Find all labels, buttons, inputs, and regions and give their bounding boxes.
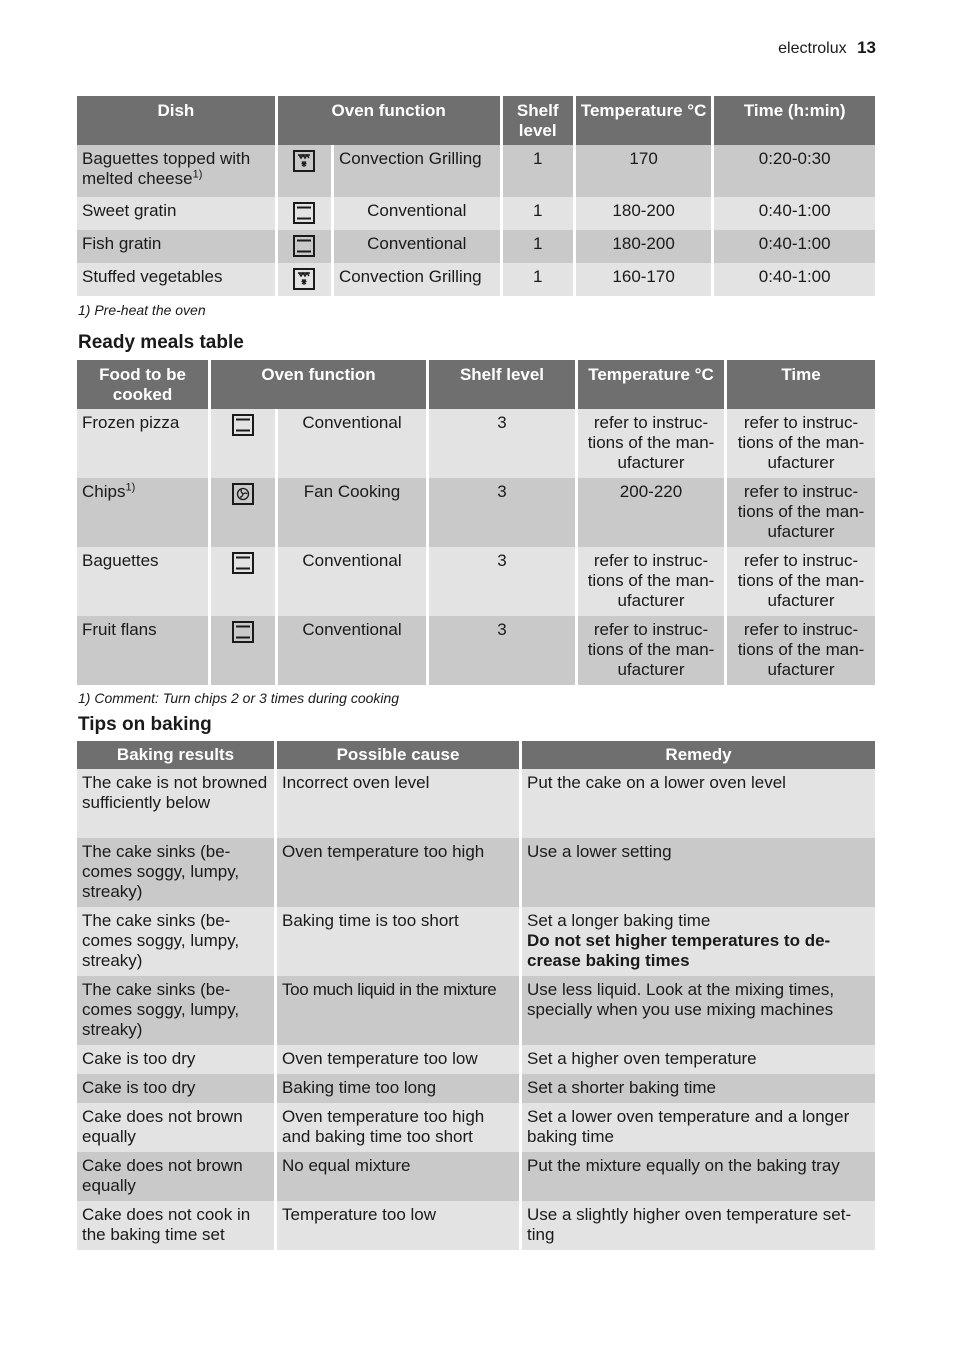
temperature-cell: refer to instruc-tions of the man-ufacturer: [578, 409, 724, 478]
time-cell: refer to instruc-tions of the man-ufacturer: [727, 547, 875, 616]
cause-cell: Too much liquid in the mixture: [277, 976, 519, 1045]
shelf-cell: 3: [429, 478, 575, 547]
food-cell: Frozen pizza: [77, 409, 208, 478]
page-number: 13: [857, 38, 876, 57]
function-cell: Conventional: [334, 230, 500, 263]
shelf-cell: 3: [429, 616, 575, 685]
dish-cell: Fish gratin: [77, 230, 275, 263]
result-cell: Cake is too dry: [77, 1074, 274, 1103]
remedy-warning: Do not set higher temperatures to de-crease baking times: [527, 931, 831, 970]
cause-cell: Oven temperature too high and baking time too short: [277, 1103, 519, 1152]
function-cell: Fan Cooking: [278, 478, 426, 547]
header-food: Food to be cooked: [77, 360, 208, 409]
dishes-table: [74, 96, 878, 296]
function-cell: Conventional: [278, 409, 426, 478]
table-row: [77, 616, 875, 685]
table-row: [77, 409, 875, 478]
baking-tips-table: [74, 741, 878, 1250]
header-oven-function: Oven function: [278, 96, 500, 145]
remedy-cell: Set a higher oven temperature: [522, 1045, 875, 1074]
section-title-ready-meals: Ready meals table: [78, 332, 244, 353]
table-row: [77, 263, 875, 296]
temperature-cell: 200-220: [578, 478, 724, 547]
temperature-cell: refer to instruc-tions of the man-ufacturer: [578, 547, 724, 616]
dish-cell: Sweet gratin: [77, 197, 275, 230]
brand-name: electrolux: [778, 40, 847, 57]
shelf-cell: 1: [503, 145, 573, 197]
cause-cell: Temperature too low: [277, 1201, 519, 1250]
temperature-cell: 160-170: [576, 263, 712, 296]
table-row: [77, 976, 875, 1045]
table-row: [77, 1152, 875, 1201]
remedy-cell: Set a lower oven temperature and a longer baking time: [522, 1103, 875, 1152]
cause-cell: Oven temperature too low: [277, 1045, 519, 1074]
ready-meals-table: [74, 360, 878, 685]
cause-cell: Baking time is too short: [277, 907, 519, 976]
cause-cell: Incorrect oven level: [277, 769, 519, 838]
shelf-cell: 1: [503, 230, 573, 263]
temperature-cell: 180-200: [576, 230, 712, 263]
header-shelf-level: Shelf level: [503, 96, 573, 145]
remedy-cell: Put the cake on a lower oven level: [522, 769, 875, 838]
conventional-icon: [211, 409, 275, 478]
food-cell: Chips$^{1)}$: [77, 478, 208, 547]
header-temperature: Temperature °C: [576, 96, 712, 145]
remedy-cell: Set a longer baking time Do not set higher temperatures to de-crease baking times: [522, 907, 875, 976]
table-row: [77, 145, 875, 197]
header-shelf-level: Shelf level: [429, 360, 575, 409]
time-cell: refer to instruc-tions of the man-ufacturer: [727, 478, 875, 547]
header-temperature: Temperature °C: [578, 360, 724, 409]
temperature-cell: refer to instruc-tions of the man-ufacturer: [578, 616, 724, 685]
function-cell: Conventional: [278, 547, 426, 616]
result-cell: The cake sinks (be-comes soggy, lumpy, streaky): [77, 976, 274, 1045]
time-cell: 0:20-0:30: [714, 145, 875, 197]
result-cell: Cake does not brown equally: [77, 1103, 274, 1152]
result-cell: The cake sinks (be-comes soggy, lumpy, streaky): [77, 907, 274, 976]
result-cell: Cake is too dry: [77, 1045, 274, 1074]
conventional-icon: [278, 230, 331, 263]
conventional-icon: [211, 547, 275, 616]
convection-grilling-icon: [278, 145, 331, 197]
function-cell: Conventional: [278, 616, 426, 685]
footnote-preheat: 1) Pre-heat the oven: [78, 302, 206, 318]
header-dish: Dish: [77, 96, 275, 145]
result-cell: The cake is not browned sufficiently below: [77, 769, 274, 838]
cause-cell: Oven temperature too high: [277, 838, 519, 907]
time-cell: refer to instruc-tions of the man-ufacturer: [727, 409, 875, 478]
table-row: [77, 1201, 875, 1250]
header-remedy: Remedy: [522, 741, 875, 769]
dish-cell: Baguettes topped with melted cheese$^{1)}$: [77, 145, 275, 197]
dish-cell: Stuffed vegetables: [77, 263, 275, 296]
cause-cell: No equal mixture: [277, 1152, 519, 1201]
temperature-cell: 180-200: [576, 197, 712, 230]
function-cell: Conventional: [334, 197, 500, 230]
footnote-chips: 1) Comment: Turn chips 2 or 3 times during cooking: [78, 690, 400, 706]
shelf-cell: 3: [429, 547, 575, 616]
shelf-cell: 1: [503, 197, 573, 230]
shelf-cell: 1: [503, 263, 573, 296]
time-cell: 0:40-1:00: [714, 230, 875, 263]
table-row: [77, 838, 875, 907]
function-cell: Convection Grilling: [334, 145, 500, 197]
table-row: [77, 769, 875, 838]
section-title-tips: Tips on baking: [78, 714, 212, 735]
page-header: [778, 38, 876, 58]
table-row: [77, 1045, 875, 1074]
remedy-cell: Use a slightly higher oven temperature set-ting: [522, 1201, 875, 1250]
cause-cell: Baking time too long: [277, 1074, 519, 1103]
table-row: [77, 197, 875, 230]
table-row: [77, 1103, 875, 1152]
food-cell: Fruit flans: [77, 616, 208, 685]
header-time: Time (h:min): [714, 96, 875, 145]
conventional-icon: [278, 197, 331, 230]
header-oven-function: Oven function: [211, 360, 426, 409]
table-row: [77, 478, 875, 547]
table-row: [77, 230, 875, 263]
time-cell: 0:40-1:00: [714, 263, 875, 296]
header-possible-cause: Possible cause: [277, 741, 519, 769]
remedy-cell: Use less liquid. Look at the mixing times, specially when you use mixing machines: [522, 976, 875, 1045]
table-row: [77, 907, 875, 976]
remedy-cell: Set a shorter baking time: [522, 1074, 875, 1103]
conventional-icon: [211, 616, 275, 685]
time-cell: refer to instruc-tions of the man-ufacturer: [727, 616, 875, 685]
result-cell: The cake sinks (be-comes soggy, lumpy, streaky): [77, 838, 274, 907]
function-cell: Convection Grilling: [334, 263, 500, 296]
time-cell: 0:40-1:00: [714, 197, 875, 230]
header-time: Time: [727, 360, 875, 409]
temperature-cell: 170: [576, 145, 712, 197]
convection-grilling-icon: [278, 263, 331, 296]
result-cell: Cake does not brown equally: [77, 1152, 274, 1201]
remedy-cell: Use a lower setting: [522, 838, 875, 907]
table-row: [77, 547, 875, 616]
header-baking-results: Baking results: [77, 741, 274, 769]
fan-cooking-icon: [211, 478, 275, 547]
shelf-cell: 3: [429, 409, 575, 478]
result-cell: Cake does not cook in the baking time set: [77, 1201, 274, 1250]
remedy-cell: Put the mixture equally on the baking tray: [522, 1152, 875, 1201]
food-cell: Baguettes: [77, 547, 208, 616]
table-row: [77, 1074, 875, 1103]
